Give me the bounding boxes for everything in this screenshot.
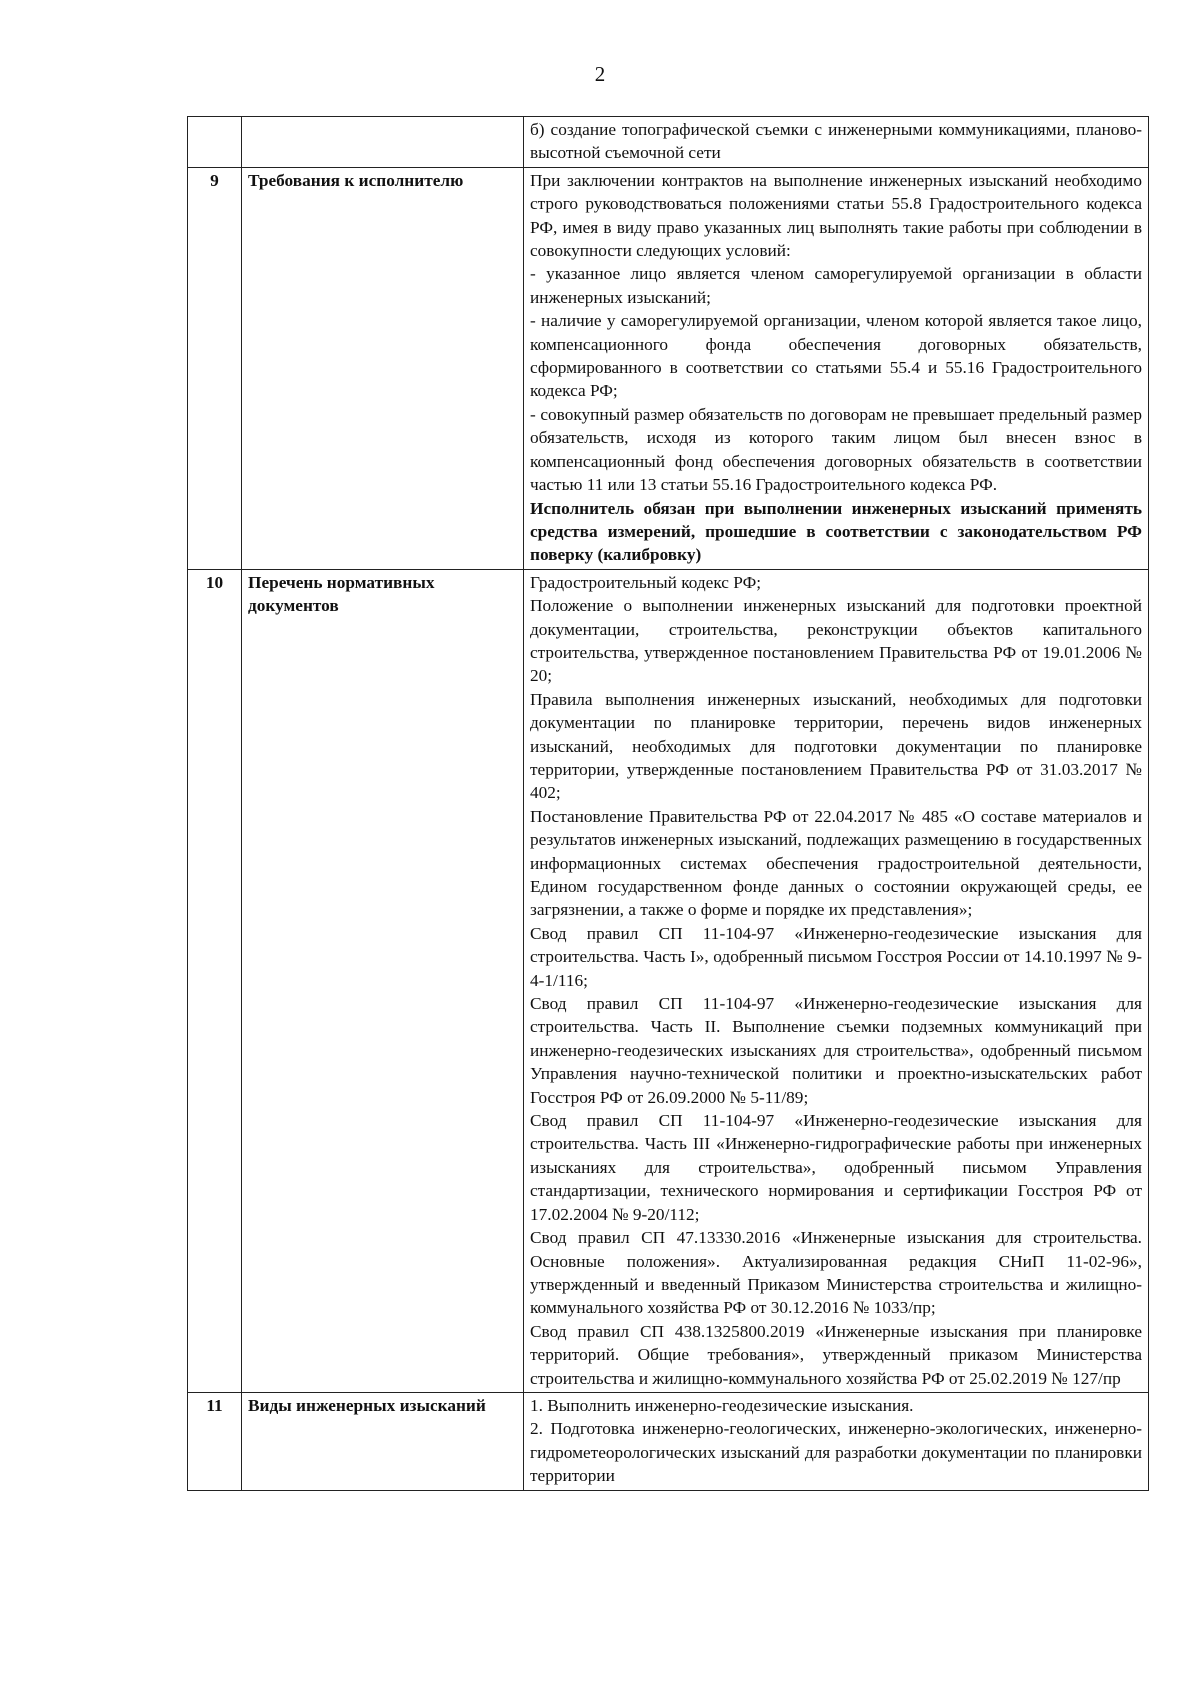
table-row xyxy=(188,117,1149,168)
paragraph: - совокупный размер обязательств по договорам не превышает предельный размер обязательств, исходя из которого таким лицом был внесен взнос в компенсационный фонд обеспечения договорных обязательств в соответствии частью 11 или 13 статьи 55.16 Градостроительного кодекса РФ. xyxy=(530,404,1142,495)
paragraph: Градостроительный кодекс РФ; xyxy=(530,572,762,592)
row-number: 9 xyxy=(188,167,242,569)
paragraph: Свод правил СП 11-104-97 «Инженерно-геодезические изыскания для строительства. Часть I», одобренный письмом Госстроя России от 14.10.1997 № 9-4-1/116; xyxy=(530,923,1142,990)
paragraph: Постановление Правительства РФ от 22.04.2017 № 485 «О составе материалов и результатов инженерных изысканий, подлежащих размещению в государственных информационных системах обеспечения градостроительной деятельности, Едином государственном фонде данных о состоянии окружающей среды, ее загрязнении, а также о форме и порядке их представления»; xyxy=(530,806,1142,920)
requirements-table xyxy=(187,116,1149,1491)
paragraph: 2. Подготовка инженерно-геологических, инженерно-экологических, инженерно-гидрометеорологических изысканий для разработки документации по планировки территории xyxy=(530,1419,1142,1486)
row-label xyxy=(242,117,524,168)
row-content xyxy=(524,569,1149,1392)
row-label: Перечень нормативных документов xyxy=(242,569,524,1392)
paragraph: Свод правил СП 11-104-97 «Инженерно-геодезические изыскания для строительства. Часть II. Выполнение съемки подземных коммуникаций при инженерно-геодезических изысканиях для строительства», одобренный письмом Управления научно-технической политики и проектно-изыскательских работ Госстроя РФ от 26.09.2000 № 5-11/89; xyxy=(530,994,1142,1107)
row-content xyxy=(524,117,1149,168)
row-number: 10 xyxy=(188,569,242,1392)
paragraph: Правила выполнения инженерных изысканий, необходимых для подготовки документации по планировке территории, перечень видов инженерных изысканий, необходимых для подготовки документации по планировке территории, утвержденные постановлением Правительства РФ от 31.03.2017 № 402; xyxy=(530,689,1142,803)
row-content xyxy=(524,1392,1149,1490)
bold-paragraph: Исполнитель обязан при выполнении инженерных изысканий применять средства измерений, прошедшие в соответствии с законодательством РФ поверку (калибровку) xyxy=(530,498,1142,565)
page-number: 2 xyxy=(594,62,606,86)
paragraph: Положение о выполнении инженерных изысканий для подготовки проектной документации, строительства, реконструкции объектов капитального строительства, утвержденное постановлением Правительства РФ от 19.01.2006 № 20; xyxy=(530,596,1142,686)
paragraph: 1. Выполнить инженерно-геодезические изыскания. xyxy=(530,1395,914,1415)
row-label: Требования к исполнителю xyxy=(242,167,524,569)
row-number: 11 xyxy=(188,1392,242,1490)
paragraph: Свод правил СП 47.13330.2016 «Инженерные изыскания для строительства. Основные положения». Актуализированная редакция СНиП 11-02-96», утвержденный и введенный Приказом Министерства строительства и жилищно-коммунального хозяйства РФ от 30.12.2016 № 1033/пр; xyxy=(530,1228,1142,1318)
table-row xyxy=(188,167,1149,569)
row-label: Виды инженерных изысканий xyxy=(242,1392,524,1490)
paragraph: б) создание топографической съемки с инженерными коммуникациями, планово-высотной съемочной сети xyxy=(530,120,1142,163)
table-row xyxy=(188,1392,1149,1490)
row-content xyxy=(524,167,1149,569)
paragraph: При заключении контрактов на выполнение инженерных изысканий необходимо строго руководствоваться положениями статьи 55.8 Градостроительного кодекса РФ, имея в виду право указанных лиц выполнять такие работы при соблюдении в совокупности следующих условий: xyxy=(530,170,1142,261)
paragraph: - указанное лицо является членом саморегулируемой организации в области инженерных изысканий; xyxy=(530,264,1142,307)
paragraph: Свод правил СП 11-104-97 «Инженерно-геодезические изыскания для строительства. Часть III «Инженерно-гидрографические работы при инженерных изысканиях для строительства», одобренный письмом Управления стандартизации, технического нормирования и сертификации Госстроя РФ от 17.02.2004 № 9-20/112; xyxy=(530,1111,1142,1224)
table-row xyxy=(188,569,1149,1392)
paragraph: Свод правил СП 438.1325800.2019 «Инженерные изыскания при планировке территорий. Общие требования», утвержденный приказом Министерства строительства и жилищно-коммунального хозяйства РФ от 25.02.2019 № 127/пр xyxy=(530,1321,1142,1388)
row-number xyxy=(188,117,242,168)
paragraph: - наличие у саморегулируемой организации, членом которой является такое лицо, компенсационного фонда обеспечения договорных обязательств, сформированного в соответствии со статьями 55.4 и 55.16 Градостроительного кодекса РФ; xyxy=(530,311,1142,401)
